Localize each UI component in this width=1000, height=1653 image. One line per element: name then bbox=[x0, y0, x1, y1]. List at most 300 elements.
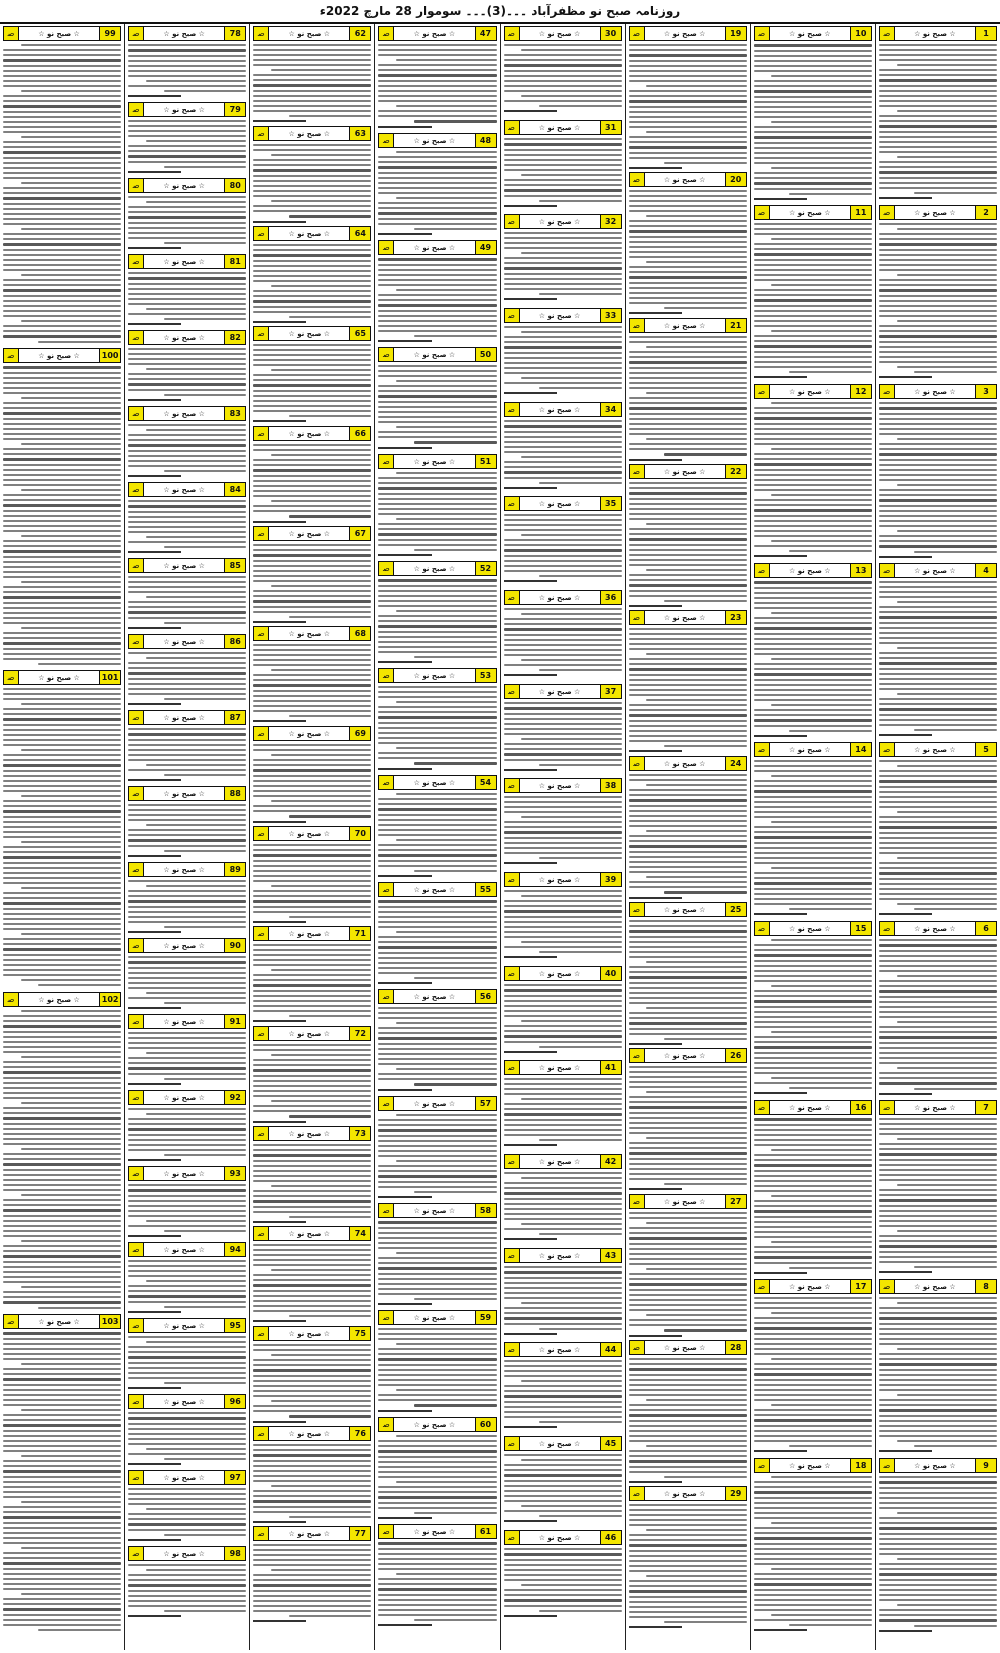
text-line bbox=[3, 1348, 121, 1350]
text-line bbox=[646, 438, 746, 440]
text-line bbox=[879, 1036, 997, 1039]
text-line bbox=[378, 1583, 496, 1585]
text-line bbox=[879, 872, 997, 875]
signature-line bbox=[128, 1539, 181, 1541]
text-line bbox=[3, 688, 121, 690]
text-line bbox=[3, 948, 121, 951]
text-line bbox=[879, 279, 997, 281]
notice-body-text bbox=[378, 44, 496, 123]
text-line bbox=[629, 987, 747, 989]
text-line bbox=[3, 1215, 121, 1217]
text-line bbox=[754, 1011, 872, 1013]
text-line bbox=[504, 420, 622, 422]
text-line bbox=[378, 579, 496, 582]
text-line bbox=[754, 796, 872, 798]
text-line bbox=[879, 115, 997, 117]
text-line bbox=[879, 852, 997, 854]
text-line bbox=[629, 1471, 747, 1473]
notice-number: 65 bbox=[349, 327, 370, 340]
text-line bbox=[3, 438, 121, 440]
text-line bbox=[879, 1240, 997, 1242]
text-line bbox=[629, 1243, 747, 1245]
classified-notice bbox=[3, 992, 121, 1311]
notice-header-label: ☆ صبح نو ☆ bbox=[163, 257, 205, 266]
text-line bbox=[504, 64, 622, 67]
notice-header bbox=[253, 26, 371, 41]
text-line bbox=[396, 1114, 496, 1116]
text-line bbox=[253, 1279, 371, 1281]
text-line bbox=[378, 590, 496, 592]
text-line bbox=[754, 152, 872, 154]
text-line bbox=[289, 1415, 372, 1418]
text-line bbox=[504, 544, 622, 546]
notice-header bbox=[253, 1326, 371, 1341]
signature-line bbox=[253, 621, 306, 623]
text-line bbox=[378, 1221, 496, 1224]
text-line bbox=[128, 49, 246, 52]
text-line bbox=[629, 428, 747, 430]
signature-line bbox=[128, 171, 181, 173]
text-line bbox=[914, 1625, 997, 1627]
text-line bbox=[3, 545, 121, 547]
text-line bbox=[504, 753, 622, 756]
notice-header bbox=[378, 347, 496, 362]
text-line bbox=[629, 633, 747, 635]
text-line bbox=[128, 916, 246, 918]
text-line bbox=[253, 105, 371, 107]
text-line bbox=[3, 407, 121, 409]
text-line bbox=[629, 1358, 747, 1360]
classified-notice bbox=[253, 926, 371, 1023]
text-line bbox=[754, 1343, 872, 1345]
text-line bbox=[378, 64, 496, 66]
text-line bbox=[504, 634, 622, 636]
text-line bbox=[879, 100, 997, 102]
notice-number: 5 bbox=[975, 743, 996, 756]
text-line bbox=[897, 64, 997, 66]
text-line bbox=[3, 116, 121, 118]
text-line bbox=[521, 174, 621, 176]
text-line bbox=[754, 504, 872, 506]
text-line bbox=[879, 1179, 997, 1181]
newspaper-logo-icon: ﺻ bbox=[880, 1280, 895, 1293]
text-line bbox=[629, 549, 747, 551]
text-line bbox=[754, 366, 872, 368]
notice-body-text bbox=[128, 120, 246, 168]
classified-notice bbox=[879, 1279, 997, 1455]
notice-body-text bbox=[504, 608, 622, 671]
text-line bbox=[629, 1368, 747, 1371]
classified-notice bbox=[754, 26, 872, 202]
text-line bbox=[771, 1241, 871, 1243]
notice-number: 85 bbox=[224, 559, 245, 572]
newspaper-logo-icon: ﺻ bbox=[254, 1327, 269, 1340]
newspaper-logo-icon: ﺻ bbox=[254, 927, 269, 940]
text-line bbox=[771, 330, 871, 332]
notice-header-label: ☆ صبح نو ☆ bbox=[288, 929, 331, 938]
text-line bbox=[3, 1296, 121, 1298]
notice-header bbox=[504, 1248, 622, 1263]
notice-body-text bbox=[128, 956, 246, 1004]
text-line bbox=[629, 256, 747, 258]
newspaper-logo-icon: ﺻ bbox=[129, 1167, 144, 1180]
notice-header bbox=[754, 26, 872, 41]
signature-line bbox=[879, 1450, 932, 1452]
text-line bbox=[504, 1134, 622, 1136]
text-line bbox=[771, 284, 871, 286]
text-line bbox=[128, 1453, 246, 1455]
text-line bbox=[3, 632, 121, 634]
notice-number: 64 bbox=[349, 227, 370, 240]
signature-line bbox=[128, 1007, 181, 1009]
text-line bbox=[754, 530, 872, 532]
text-line bbox=[3, 754, 121, 756]
notice-header bbox=[253, 226, 371, 241]
text-line bbox=[3, 1143, 121, 1145]
signature-line bbox=[128, 1083, 181, 1085]
notice-body-text bbox=[378, 1328, 496, 1407]
text-line bbox=[378, 156, 496, 158]
notice-header-label: ☆ صبح نو ☆ bbox=[663, 29, 706, 38]
text-line bbox=[378, 595, 496, 597]
text-line bbox=[3, 805, 121, 807]
notice-header-label: ☆ صبح نو ☆ bbox=[663, 1489, 706, 1498]
text-line bbox=[378, 207, 496, 209]
text-line bbox=[3, 85, 121, 87]
notice-header bbox=[879, 921, 997, 936]
notice-header bbox=[128, 1166, 246, 1181]
text-line bbox=[754, 622, 872, 624]
text-line bbox=[3, 1368, 121, 1370]
text-line bbox=[754, 975, 872, 977]
text-line bbox=[128, 739, 246, 741]
text-line bbox=[128, 1047, 246, 1049]
text-line bbox=[754, 1046, 872, 1049]
text-line bbox=[754, 1307, 872, 1309]
text-line bbox=[504, 623, 622, 625]
text-line bbox=[629, 886, 747, 888]
text-line bbox=[629, 1550, 747, 1552]
text-line bbox=[3, 448, 121, 450]
notice-number: 61 bbox=[475, 1525, 496, 1538]
text-line bbox=[128, 839, 246, 842]
classified-notice bbox=[629, 610, 747, 753]
text-line bbox=[754, 1604, 872, 1606]
text-line bbox=[3, 111, 121, 113]
text-line bbox=[253, 300, 371, 303]
text-line bbox=[914, 729, 997, 731]
text-line bbox=[128, 130, 246, 132]
notice-header bbox=[504, 1342, 622, 1357]
text-line bbox=[629, 116, 747, 118]
text-line bbox=[253, 575, 371, 577]
newspaper-logo-icon: ﺻ bbox=[254, 27, 269, 40]
text-line bbox=[754, 417, 872, 420]
text-line bbox=[629, 54, 747, 57]
text-line bbox=[879, 1533, 997, 1535]
text-line bbox=[754, 469, 872, 471]
notice-body-text bbox=[378, 151, 496, 230]
text-line bbox=[879, 1609, 997, 1611]
text-line bbox=[879, 1225, 997, 1227]
text-line bbox=[3, 1537, 121, 1539]
text-line bbox=[164, 1534, 247, 1536]
text-line bbox=[164, 1306, 247, 1308]
classified-notice bbox=[879, 742, 997, 918]
text-line bbox=[629, 1450, 747, 1452]
signature-line bbox=[128, 1311, 181, 1313]
notice-number: 91 bbox=[224, 1015, 245, 1028]
text-line bbox=[879, 668, 997, 670]
newspaper-logo-icon: ﺻ bbox=[4, 349, 19, 362]
text-line bbox=[3, 70, 121, 72]
text-line bbox=[879, 980, 997, 982]
text-line bbox=[914, 1088, 997, 1090]
text-line bbox=[253, 684, 371, 687]
text-line bbox=[629, 730, 747, 732]
notice-body-text bbox=[378, 900, 496, 979]
notice-body-text bbox=[128, 1108, 246, 1156]
notice-body-text bbox=[253, 744, 371, 818]
signature-line bbox=[128, 551, 181, 553]
text-line bbox=[3, 484, 121, 486]
text-line bbox=[879, 1312, 997, 1314]
text-line bbox=[629, 121, 747, 123]
notice-column bbox=[875, 24, 1000, 1650]
text-line bbox=[3, 831, 121, 833]
text-line bbox=[754, 1384, 872, 1386]
newspaper-logo-icon: ﺻ bbox=[129, 787, 144, 800]
text-line bbox=[629, 492, 747, 495]
notice-number: 74 bbox=[349, 1227, 370, 1240]
text-line bbox=[253, 1274, 371, 1276]
text-line bbox=[128, 1189, 246, 1192]
text-line bbox=[128, 150, 246, 152]
text-line bbox=[754, 458, 872, 460]
signature-line bbox=[504, 1426, 557, 1428]
newspaper-logo-icon: ﺻ bbox=[129, 635, 144, 648]
text-line bbox=[253, 280, 371, 282]
text-line bbox=[646, 830, 746, 832]
notice-number: 19 bbox=[725, 27, 746, 40]
text-line bbox=[754, 597, 872, 599]
text-line bbox=[629, 1414, 747, 1417]
text-line bbox=[879, 1338, 997, 1340]
text-line bbox=[629, 810, 747, 812]
text-line bbox=[754, 581, 872, 584]
text-line bbox=[253, 344, 371, 346]
text-line bbox=[754, 1251, 872, 1253]
signature-line bbox=[253, 1320, 306, 1322]
text-line bbox=[629, 982, 747, 984]
text-line bbox=[879, 233, 997, 235]
text-line bbox=[271, 369, 371, 371]
text-line bbox=[378, 177, 496, 179]
text-line bbox=[754, 147, 872, 149]
text-line bbox=[629, 1601, 747, 1603]
text-line bbox=[128, 900, 246, 903]
text-line bbox=[128, 505, 246, 508]
newspaper-logo-icon: ﺻ bbox=[254, 327, 269, 340]
text-line bbox=[253, 710, 371, 712]
text-line bbox=[754, 1553, 872, 1555]
text-line bbox=[21, 581, 121, 583]
text-line bbox=[3, 928, 121, 930]
text-line bbox=[754, 1599, 872, 1601]
text-line bbox=[879, 1123, 997, 1125]
text-line bbox=[378, 1155, 496, 1157]
text-line bbox=[879, 310, 997, 312]
text-line bbox=[253, 906, 371, 908]
notice-header bbox=[504, 684, 622, 699]
text-line bbox=[879, 469, 997, 471]
text-line bbox=[253, 480, 371, 482]
text-line bbox=[754, 954, 872, 957]
notice-number: 41 bbox=[600, 1061, 621, 1074]
classified-notice bbox=[128, 1014, 246, 1087]
text-line bbox=[629, 1178, 747, 1180]
newspaper-logo-icon: ﺻ bbox=[505, 403, 520, 416]
text-line bbox=[629, 336, 747, 338]
notice-number: 20 bbox=[725, 173, 746, 186]
text-line bbox=[629, 90, 747, 92]
text-line bbox=[521, 613, 621, 615]
text-line bbox=[3, 693, 121, 695]
text-line bbox=[646, 523, 746, 525]
text-line bbox=[754, 826, 872, 828]
notice-header bbox=[3, 1314, 121, 1329]
text-line bbox=[3, 882, 121, 884]
newspaper-logo-icon: ﺻ bbox=[630, 903, 645, 916]
text-line bbox=[629, 518, 747, 520]
classified-notice bbox=[754, 1279, 872, 1455]
notice-header bbox=[253, 1226, 371, 1241]
text-line bbox=[754, 299, 872, 302]
text-line bbox=[754, 725, 872, 727]
notice-number: 40 bbox=[600, 967, 621, 980]
text-line bbox=[378, 161, 496, 163]
text-line bbox=[128, 1488, 246, 1490]
signature-line bbox=[754, 1450, 807, 1452]
text-line bbox=[504, 628, 622, 631]
newspaper-logo-icon: ﺻ bbox=[254, 1027, 269, 1040]
text-line bbox=[754, 520, 872, 522]
notice-header-label: ☆ صبح نو ☆ bbox=[538, 593, 581, 602]
text-line bbox=[289, 1216, 372, 1218]
text-line bbox=[128, 606, 246, 608]
text-line bbox=[754, 101, 872, 103]
text-line bbox=[253, 664, 371, 666]
text-line bbox=[3, 846, 121, 848]
text-line bbox=[879, 985, 997, 987]
notice-header bbox=[629, 1486, 747, 1501]
text-line bbox=[646, 1529, 746, 1531]
notice-body-text bbox=[504, 796, 622, 859]
text-line bbox=[378, 523, 496, 525]
text-line bbox=[253, 384, 371, 387]
text-line bbox=[3, 192, 121, 194]
text-line bbox=[3, 187, 121, 189]
text-line bbox=[3, 974, 121, 976]
text-line bbox=[253, 849, 371, 851]
text-line bbox=[414, 1191, 497, 1193]
text-line bbox=[128, 895, 246, 897]
text-line bbox=[521, 816, 621, 818]
classified-notice bbox=[253, 326, 371, 423]
signature-line bbox=[128, 1463, 181, 1465]
notice-header bbox=[128, 1090, 246, 1105]
text-line bbox=[504, 916, 622, 918]
text-line bbox=[253, 254, 371, 257]
text-line bbox=[3, 131, 121, 133]
text-line bbox=[3, 1578, 121, 1580]
notice-header bbox=[629, 902, 747, 917]
text-line bbox=[629, 1022, 747, 1025]
text-line bbox=[754, 325, 872, 327]
text-line bbox=[3, 1394, 121, 1396]
text-line bbox=[879, 105, 997, 107]
text-line bbox=[253, 944, 371, 946]
classified-notice bbox=[253, 1426, 371, 1523]
text-line bbox=[3, 943, 121, 945]
notice-number: 89 bbox=[224, 863, 245, 876]
text-line bbox=[754, 499, 872, 501]
notice-number: 11 bbox=[850, 206, 871, 219]
text-line bbox=[879, 878, 997, 880]
text-line bbox=[128, 526, 246, 528]
text-line bbox=[754, 1481, 872, 1483]
notice-body-text bbox=[754, 1297, 872, 1447]
text-line bbox=[629, 835, 747, 837]
text-line bbox=[879, 944, 997, 947]
text-line bbox=[396, 839, 496, 841]
text-line bbox=[504, 1010, 622, 1012]
text-line bbox=[253, 1085, 371, 1087]
notice-number: 68 bbox=[349, 627, 370, 640]
text-line bbox=[3, 851, 121, 853]
text-line bbox=[879, 1261, 997, 1263]
notice-header bbox=[128, 482, 246, 497]
text-line bbox=[253, 549, 371, 551]
signature-line bbox=[378, 982, 431, 984]
notice-header-label: ☆ صبح نو ☆ bbox=[163, 181, 205, 190]
text-line bbox=[879, 719, 997, 721]
text-line bbox=[378, 503, 496, 505]
newspaper-logo-icon: ﺻ bbox=[129, 103, 144, 116]
classified-notice bbox=[504, 1436, 622, 1527]
classified-notice bbox=[253, 26, 371, 123]
text-line bbox=[879, 540, 997, 542]
text-line bbox=[629, 1142, 747, 1144]
newspaper-logo-icon: ﺻ bbox=[254, 727, 269, 740]
text-line bbox=[396, 380, 496, 382]
notice-number: 63 bbox=[349, 127, 370, 140]
text-line bbox=[754, 1322, 872, 1324]
text-line bbox=[504, 852, 622, 854]
newspaper-logo-icon: ﺻ bbox=[379, 776, 394, 789]
classified-notice bbox=[504, 1060, 622, 1151]
text-line bbox=[271, 800, 371, 802]
text-line bbox=[378, 90, 496, 92]
text-line bbox=[646, 85, 746, 87]
notice-header-label: ☆ صبح نو ☆ bbox=[538, 1345, 581, 1354]
notice-number: 7 bbox=[975, 1101, 996, 1114]
text-line bbox=[378, 1364, 496, 1366]
text-line bbox=[754, 872, 872, 874]
text-line bbox=[378, 1140, 496, 1142]
text-line bbox=[378, 1129, 496, 1132]
text-line bbox=[879, 1399, 997, 1401]
